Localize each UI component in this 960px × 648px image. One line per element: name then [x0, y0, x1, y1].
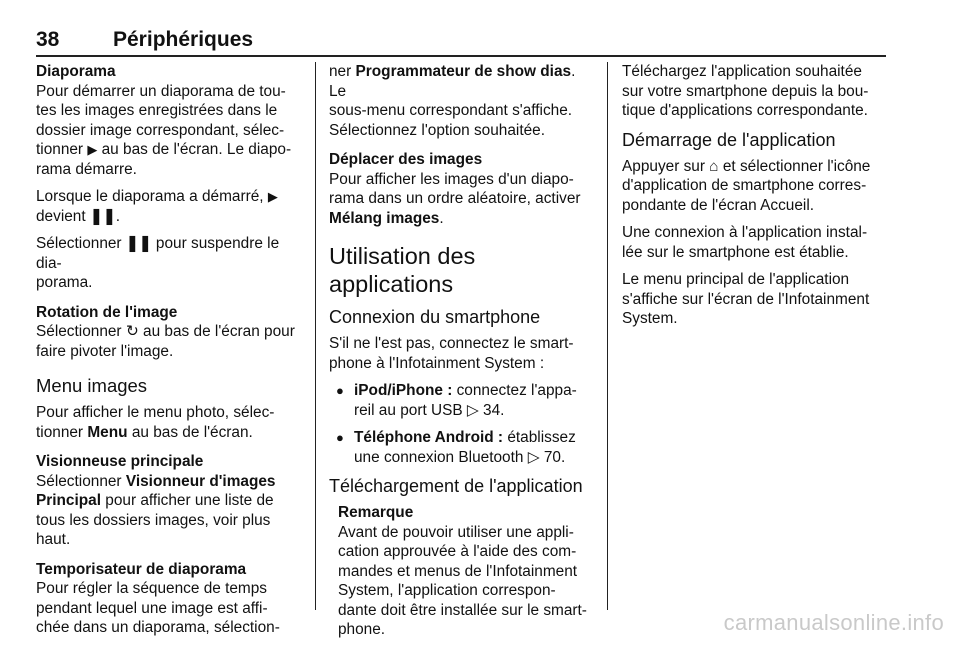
visionneuse-paragraph: Sélectionner Visionneur d'images Principal pour afficher une liste de tous les dossiers images, voir plus haut.: [36, 472, 276, 548]
connexion-paragraph: S'il ne l'est pas, connectez le smart- phone à l'Infotainment System :: [329, 335, 574, 372]
rotation-paragraph: Sélectionner ↻ au bas de l'écran pour faire pivoter l'image.: [36, 323, 295, 360]
home-icon: ⌂: [709, 157, 719, 175]
list-item: ● iPod/iPhone : connectez l'appa- reil au port USB ▷ 34.: [336, 382, 577, 419]
visionneuse-heading: Visionneuse principale: [36, 453, 204, 470]
rotate-icon: ↻: [125, 323, 139, 340]
column-divider-1: [315, 62, 316, 610]
page-number: 38: [36, 28, 60, 51]
watermark: carmanualsonline.info: [723, 610, 944, 635]
column-3: [622, 62, 888, 337]
play-icon: ▶: [87, 142, 98, 157]
column-divider-2: [607, 62, 608, 610]
page-header: [36, 28, 886, 52]
rotation-heading: Rotation de l'image: [36, 303, 178, 321]
temporisateur-paragraph: Pour régler la séquence de temps pendant lequel une image est affi- chée dans un diaporama, sélection-: [36, 580, 280, 636]
bullet-icon: ●: [336, 383, 344, 398]
page-reference-arrow-icon: ▷: [527, 448, 540, 466]
remark-paragraph: Avant de pouvoir utiliser une appli- cation approuvée à l'aide des com- mandes et menus de l'Infotainment System, l'application correspon- dante doit être installée sur le smart- phone.: [338, 523, 587, 638]
diaporama-paragraph-2: Lorsque le diaporama a démarré, ▶ devient ❚❚.: [36, 188, 278, 225]
telechargement-title: Téléchargement de l'application: [329, 476, 583, 496]
remark-heading: Remarque: [338, 504, 414, 521]
remark-note: [329, 503, 595, 640]
diaporama-paragraph-3: Sélectionner ❚❚ pour suspendre le dia- porama.: [36, 235, 280, 291]
diaporama-heading: Diaporama: [36, 63, 116, 80]
bullet-icon: ●: [336, 430, 344, 445]
demarrage-paragraph-3: Le menu principal de l'application s'affiche sur l'écran de l'Infotainment System.: [622, 271, 870, 327]
temporisateur-heading: Temporisateur de diaporama: [36, 560, 247, 578]
connection-list: [329, 381, 595, 467]
demarrage-title: Démarrage de l'application: [622, 129, 836, 150]
connexion-title: Connexion du smartphone: [329, 307, 541, 327]
pause-icon: ❚❚: [89, 207, 116, 225]
diaporama-paragraph-1: Pour démarrer un diaporama de tou- tes les images enregistrées dans le dossier image correspondant, sélec- tionner ▶ au bas de l'écran. Le diapo- rama démarre.: [36, 82, 292, 178]
menu-paragraph: Pour afficher le menu photo, sélec- tionner Menu au bas de l'écran.: [36, 404, 275, 441]
column-2: [329, 62, 595, 648]
menu-images-title: Menu images: [36, 375, 148, 396]
list-item: ● Téléphone Android : établissez une connexion Bluetooth ▷ 70.: [336, 429, 576, 466]
demarrage-paragraph-1: Appuyer sur ⌂ et sélectionner l'icône d'application de smartphone corres- pondante de l'écran Accueil.: [622, 157, 871, 214]
continuation-paragraph: ner Programmateur de show dias. Le sous-menu correspondant s'affiche. Sélectionnez l'option souhaitée.: [329, 63, 576, 139]
deplacer-heading: Déplacer des images: [329, 151, 483, 168]
apps-title: Utilisation des applications: [329, 243, 476, 297]
column-1: [36, 62, 302, 646]
pause-icon: ❚❚: [125, 235, 152, 252]
section-title: Périphériques: [113, 28, 254, 51]
play-icon: ▶: [267, 189, 278, 204]
page-reference-arrow-icon: ▷: [466, 401, 479, 419]
download-paragraph: Téléchargez l'application souhaitée sur votre smartphone depuis la bou- tique d'applications correspondante.: [622, 63, 869, 119]
demarrage-paragraph-2: Une connexion à l'application instal- lée sur le smartphone est établie.: [622, 224, 868, 261]
header-rule: [36, 55, 886, 57]
deplacer-paragraph: Pour afficher les images d'un diapo- rama dans un ordre aléatoire, activer Mélang images.: [329, 170, 581, 227]
